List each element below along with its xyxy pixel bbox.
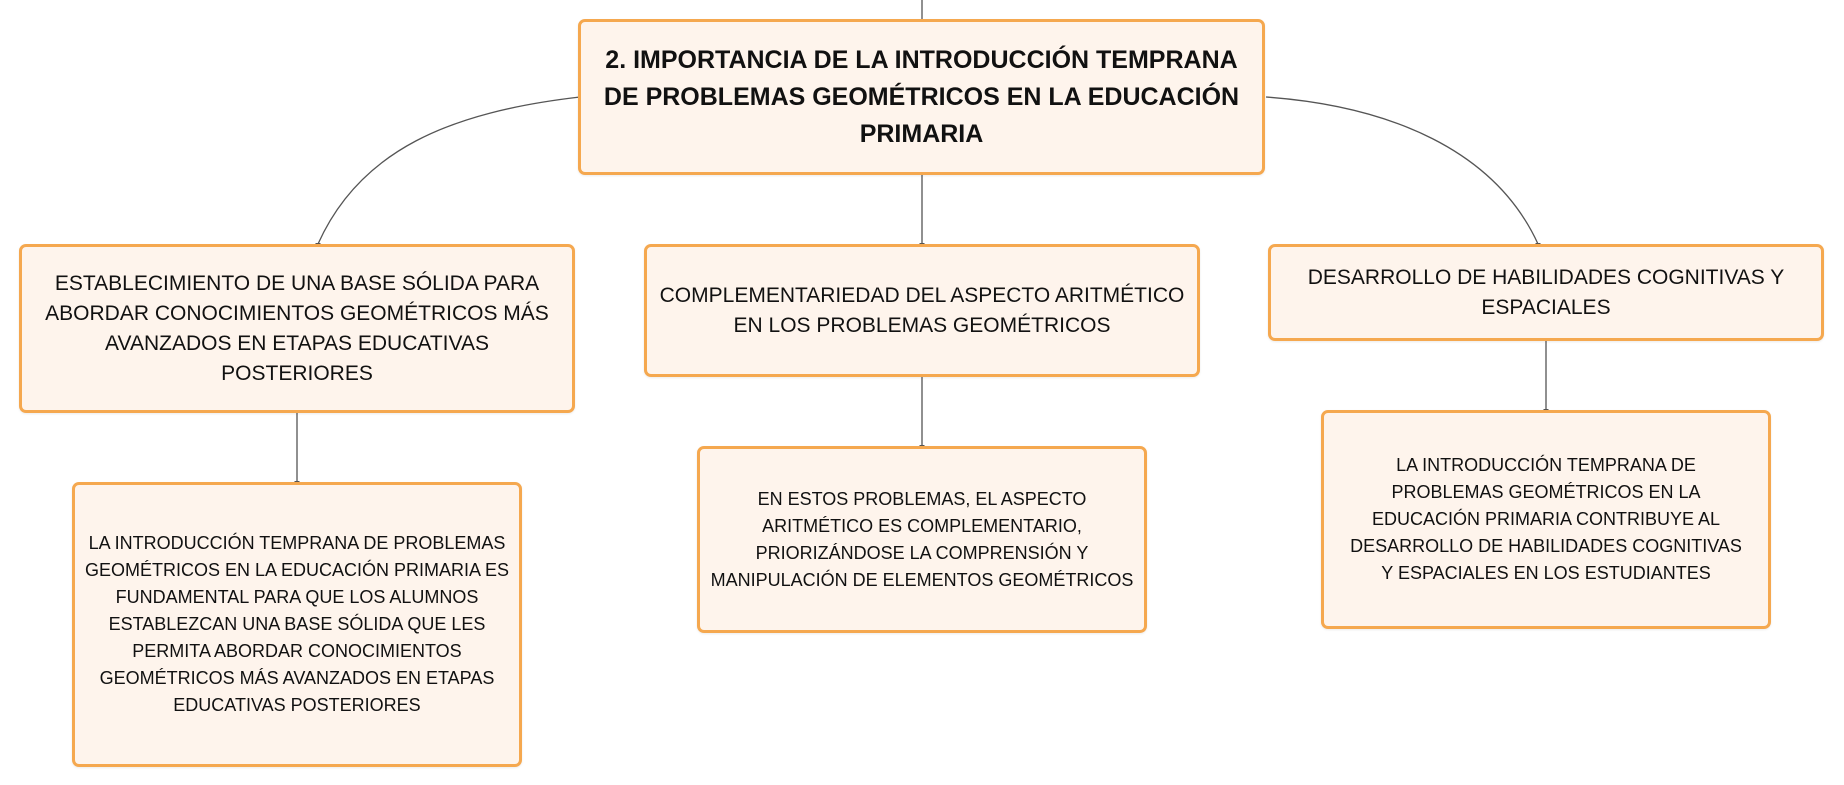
root-node[interactable] bbox=[578, 19, 1265, 175]
detail-node-habilidades[interactable] bbox=[1321, 410, 1771, 629]
detail-node-complementariedad[interactable] bbox=[697, 446, 1147, 633]
detail-node-base-solida[interactable] bbox=[72, 482, 522, 767]
connector-root-branch-3 bbox=[1266, 97, 1538, 244]
root-node-text: 2. IMPORTANCIA DE LA INTRODUCCIÓN TEMPRANA DE PROBLEMAS GEOMÉTRICOS EN LA EDUCACIÓN PRIMARIA bbox=[603, 45, 1240, 148]
branch-node-habilidades-text: DESARROLLO DE HABILIDADES COGNITIVAS Y ESPACIALES bbox=[1307, 265, 1785, 319]
branch-node-habilidades[interactable] bbox=[1268, 244, 1824, 341]
detail-node-habilidades-text: LA INTRODUCCIÓN TEMPRANA DE PROBLEMAS GEOMÉTRICOS EN LA EDUCACIÓN PRIMARIA CONTRIBUYE AL DESARROLLO DE HABILIDADES COGNITIVAS Y ESPACIALES EN LOS ESTUDIANTES bbox=[1350, 455, 1742, 583]
branch-node-base-solida-text: ESTABLECIMIENTO DE UNA BASE SÓLIDA PARA ABORDAR CONOCIMIENTOS GEOMÉTRICOS MÁS AVANZADOS EN ETAPAS EDUCATIVAS POSTERIORES bbox=[45, 271, 549, 385]
connector-root-branch-1 bbox=[318, 97, 580, 244]
branch-node-base-solida[interactable] bbox=[19, 244, 575, 413]
detail-node-complementariedad-text: EN ESTOS PROBLEMAS, EL ASPECTO ARITMÉTICO ES COMPLEMENTARIO, PRIORIZÁNDOSE LA COMPRENSIÓN Y MANIPULACIÓN DE ELEMENTOS GEOMÉTRICOS bbox=[710, 488, 1134, 590]
detail-node-base-solida-text: LA INTRODUCCIÓN TEMPRANA DE PROBLEMAS GEOMÉTRICOS EN LA EDUCACIÓN PRIMARIA ES FUNDAMENTAL PARA QUE LOS ALUMNOS ESTABLEZCAN UNA BASE SÓLIDA QUE LES PERMITA ABORDAR CONOCIMIENTOS GEOMÉTRICOS MÁS AVANZADOS EN ETAPAS EDUCATIVAS POSTERIORES bbox=[84, 533, 510, 715]
branch-node-complementariedad[interactable] bbox=[644, 244, 1200, 377]
branch-node-complementariedad-text: COMPLEMENTARIEDAD DEL ASPECTO ARITMÉTICO EN LOS PROBLEMAS GEOMÉTRICOS bbox=[659, 283, 1185, 337]
